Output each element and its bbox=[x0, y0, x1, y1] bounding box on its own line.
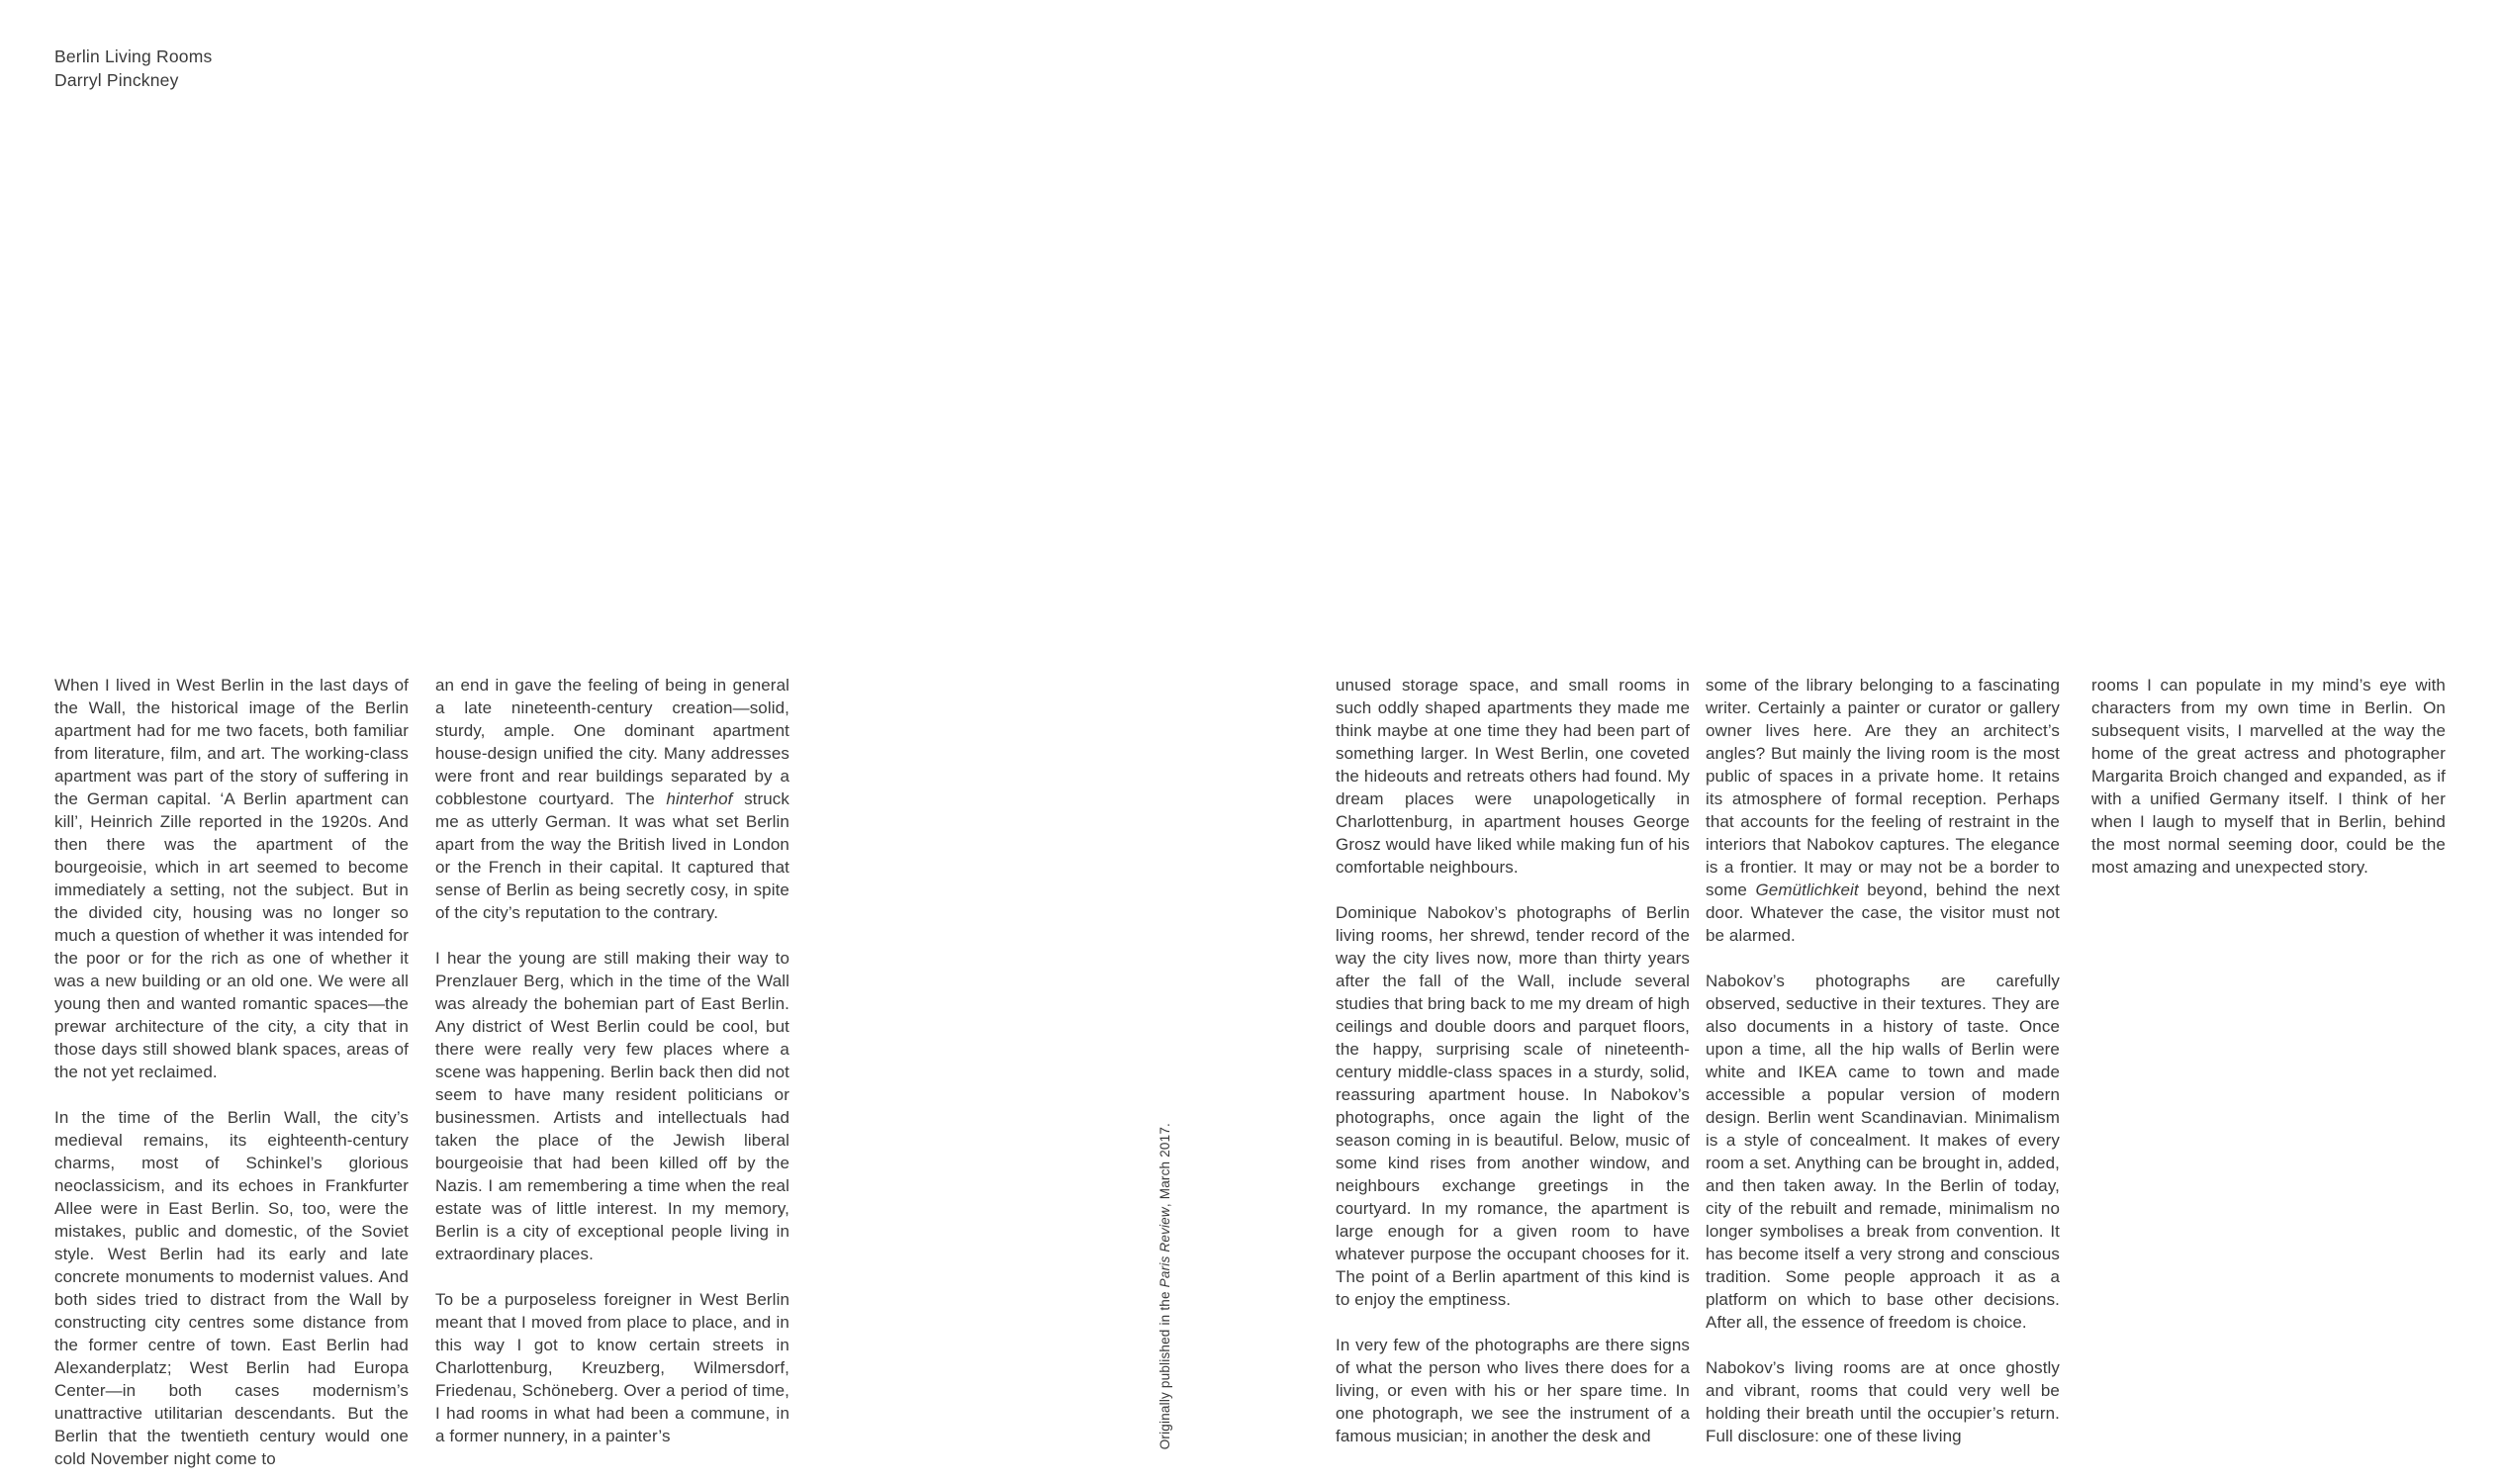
paragraph: unused storage space, and small rooms in such oddly shaped apartments they made me think maybe at one time they had been part of something larger. In West Berlin, one coveted the hideouts and retreats others had found. My dream places were unapologetically in Charlottenburg, in apartment houses George Grosz would have liked while making fun of his comfortable neighbours. bbox=[1336, 676, 1690, 877]
paragraph: In the time of the Berlin Wall, the city’s medieval remains, its eighteenth-century charms, most of Schinkel’s glorious neoclassicism, and its echoes in Frankfurter Allee were in East Berlin. So, too, were the mistakes, public and domestic, of the Soviet style. West Berlin had its early and late concrete monuments to modernist values. And both sides tried to distract from the Wall by constructing city centres some distance from the former centre of town. East Berlin had Alexanderplatz; West Berlin had Europa Center—in both cases modernism’s unattractive utilitarian descendants. But the Berlin that the twentieth century would one cold November night come to bbox=[54, 1108, 409, 1468]
text-column-2 bbox=[435, 674, 789, 1447]
paragraph: Nabokov’s living rooms are at once ghostly and vibrant, rooms that could very well be holding their breath until the occupier’s return. Full disclosure: one of these living bbox=[1706, 1358, 2060, 1445]
paragraph: Nabokov’s photographs are carefully observed, seductive in their textures. They are also documents in a history of taste. Once upon a time, all the hip walls of Berlin were white and IKEA came to town and made accessible a popular version of modern design. Berlin went Scandinavian. Minimalism is a style of concealment. It makes of every room a set. Anything can be brought in, added, and then taken away. In the Berlin of today, city of the rebuilt and remade, minimalism no longer symbolises a break from convention. It has become itself a very strong and conscious tradition. Some people approach it as a platform on which to base other decisions. After all, the essence of freedom is choice. bbox=[1706, 972, 2060, 1332]
text-column-3 bbox=[1336, 674, 1690, 1447]
paragraph: rooms I can populate in my mind’s eye with characters from my own time in Berlin. On subsequent visits, I marvelled at the way the home of the great actress and photographer Margarita Broich changed and expanded, as if with a unified Germany itself. I think of her when I laugh to myself that in Berlin, behind the most normal seeming door, could be the most amazing and unexpected story. bbox=[2091, 676, 2446, 877]
publication-credit: Originally published in the Paris Review, March 2017. bbox=[1157, 1123, 1172, 1450]
text-column-5 bbox=[2091, 674, 2446, 879]
paragraph: an end in gave the feeling of being in general a late nineteenth-century creation—solid, sturdy, ample. One dominant apartment house-design unified the city. Many addresses were front and rear buildings separated by a cobblestone courtyard. The hinterhof struck me as utterly German. It was what set Berlin apart from the way the British lived in London or the French in their capital. It captured that sense of Berlin as being secretly cosy, in spite of the city’s reputation to the contrary. bbox=[435, 676, 790, 922]
paragraph: I hear the young are still making their way to Prenzlauer Berg, which in the time of the Wall was already the bohemian part of East Berlin. Any district of West Berlin could be cool, but there were really very few places where a scene was happening. Berlin back then did not seem to have many resident politicians or businessmen. Artists and intellectuals had taken the place of the Jewish liberal bourgeoisie that had been killed off by the Nazis. I am remembering a time when the real estate was of little interest. In my memory, Berlin is a city of exceptional people living in extraordinary places. bbox=[435, 949, 789, 1263]
paragraph: some of the library belonging to a fascinating writer. Certainly a painter or curator or gallery owner lives here. Are they an architect’s angles? But mainly the living room is the most public of spaces in a private home. It retains its atmosphere of formal reception. Perhaps that accounts for the feeling of restraint in the interiors that Nabokov captures. The elegance is a frontier. It may or may not be a border to some Gemütlichkeit beyond, behind the next door. Whatever the case, the visitor must not be alarmed. bbox=[1706, 676, 2061, 945]
text-column-4 bbox=[1706, 674, 2060, 1447]
page-title: Berlin Living Rooms bbox=[54, 46, 213, 66]
paragraph: When I lived in West Berlin in the last days of the Wall, the historical image of the Berlin apartment had for me two facets, both familiar from literature, film, and art. The working-class apartment was part of the story of suffering in the German capital. ‘A Berlin apartment can kill’, Heinrich Zille reported in the 1920s. And then there was the apartment of the bourgeoisie, which in art seemed to become immediately a setting, not the subject. But in the divided city, housing was no longer so much a question of whether it was intended for the poor or for the rich as one of whether it was a new building or an old one. We were all young then and wanted romantic spaces—the prewar architecture of the city, a city that in those days still showed blank spaces, areas of the not yet reclaimed. bbox=[54, 676, 409, 1081]
paragraph: Dominique Nabokov’s photographs of Berlin living rooms, her shrewd, tender record of the way the city lives now, more than thirty years after the fall of the Wall, include several studies that bring back to me my dream of high ceilings and double doors and parquet floors, the happy, surprising scale of nineteenth-century middle-class spaces in a sturdy, solid, reassuring apartment house. In Nabokov’s photographs, once again the light of the season coming in is beautiful. Below, music of some kind rises from another window, and neighbours exchange greetings in the courtyard. In my romance, the apartment is large enough for a given room to have whatever purpose the occupant chooses for it. The point of a Berlin apartment of this kind is to enjoy the emptiness. bbox=[1336, 903, 1690, 1309]
author-byline: Darryl Pinckney bbox=[54, 70, 179, 90]
text-column-1 bbox=[54, 674, 409, 1470]
paragraph: In very few of the photographs are there signs of what the person who lives there does for a living, or even with his or her spare time. In one photograph, we see the instrument of a famous musician; in another the desk and bbox=[1336, 1336, 1690, 1445]
paragraph: To be a purposeless foreigner in West Berlin meant that I moved from place to place, and in this way I got to know certain streets in Charlottenburg, Kreuzberg, Wilmersdorf, Friedenau, Schöneberg. Over a period of time, I had rooms in what had been a commune, in a former nunnery, in a painter’s bbox=[435, 1290, 789, 1445]
essay-header bbox=[54, 45, 212, 92]
